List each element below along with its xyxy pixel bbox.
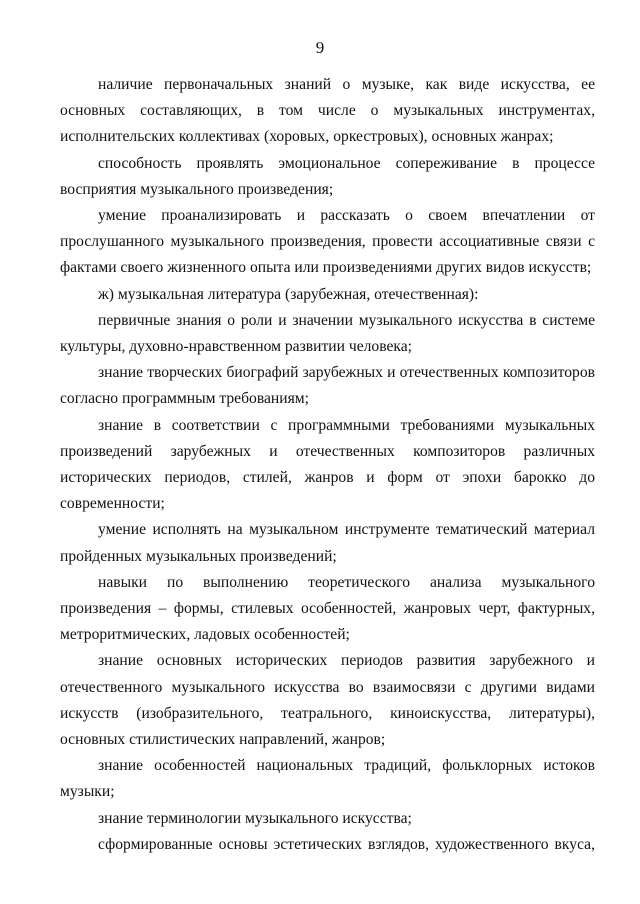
page-number: 9 bbox=[315, 38, 325, 57]
paragraph: умение проанализировать и рассказать о своем впечатлении от прослушанного музыкального произведения, провести ассоциативные связи с фактами своего жизненного опыта или произведениями других видов искусств; bbox=[60, 207, 595, 277]
paragraph: знание творческих биографий зарубежных и отечественных композиторов согласно программным требованиям; bbox=[60, 364, 595, 408]
paragraph: знание основных исторических периодов развития зарубежного и отечественного музыкального искусства во взаимосвязи с другими видами искусств (изобразительного, театрального, киноискусства, литературы), основных стилистических направлений, жанров; bbox=[60, 652, 595, 749]
paragraph: знание терминологии музыкального искусства; bbox=[98, 809, 412, 827]
paragraph: ж) музыкальная литература (зарубежная, отечественная): bbox=[98, 285, 479, 303]
paragraph: умение исполнять на музыкальном инструменте тематический материал пройденных музыкальных произведений; bbox=[60, 521, 595, 565]
paragraph: наличие первоначальных знаний о музыке, как виде искусства, ее основных составляющих, в том числе о музыкальных инструментах, исполнительских коллективах (хоровых, оркестровых), основных жанрах; bbox=[60, 76, 595, 146]
paragraph: знание в соответствии с программными требованиями музыкальных произведений зарубежных и отечественных композиторов различных исторических периодов, стилей, жанров и форм от эпохи барокко до современности; bbox=[60, 416, 595, 513]
paragraph: знание особенностей национальных традиций, фольклорных истоков музыки; bbox=[60, 757, 595, 801]
paragraph: первичные знания о роли и значении музыкального искусства в системе культуры, духовно-нравственном развитии человека; bbox=[60, 311, 595, 356]
paragraph: навыки по выполнению теоретического анализа музыкального произведения – формы, стилевых особенностей, жанровых черт, фактурных, метроритмических, ладовых особенностей; bbox=[60, 573, 595, 644]
body-text bbox=[60, 72, 595, 858]
paragraph: сформированные основы эстетических взглядов, художественного вкуса, bbox=[98, 835, 595, 853]
paragraph: способность проявлять эмоциональное сопереживание в процессе восприятия музыкального произведения; bbox=[60, 154, 595, 198]
